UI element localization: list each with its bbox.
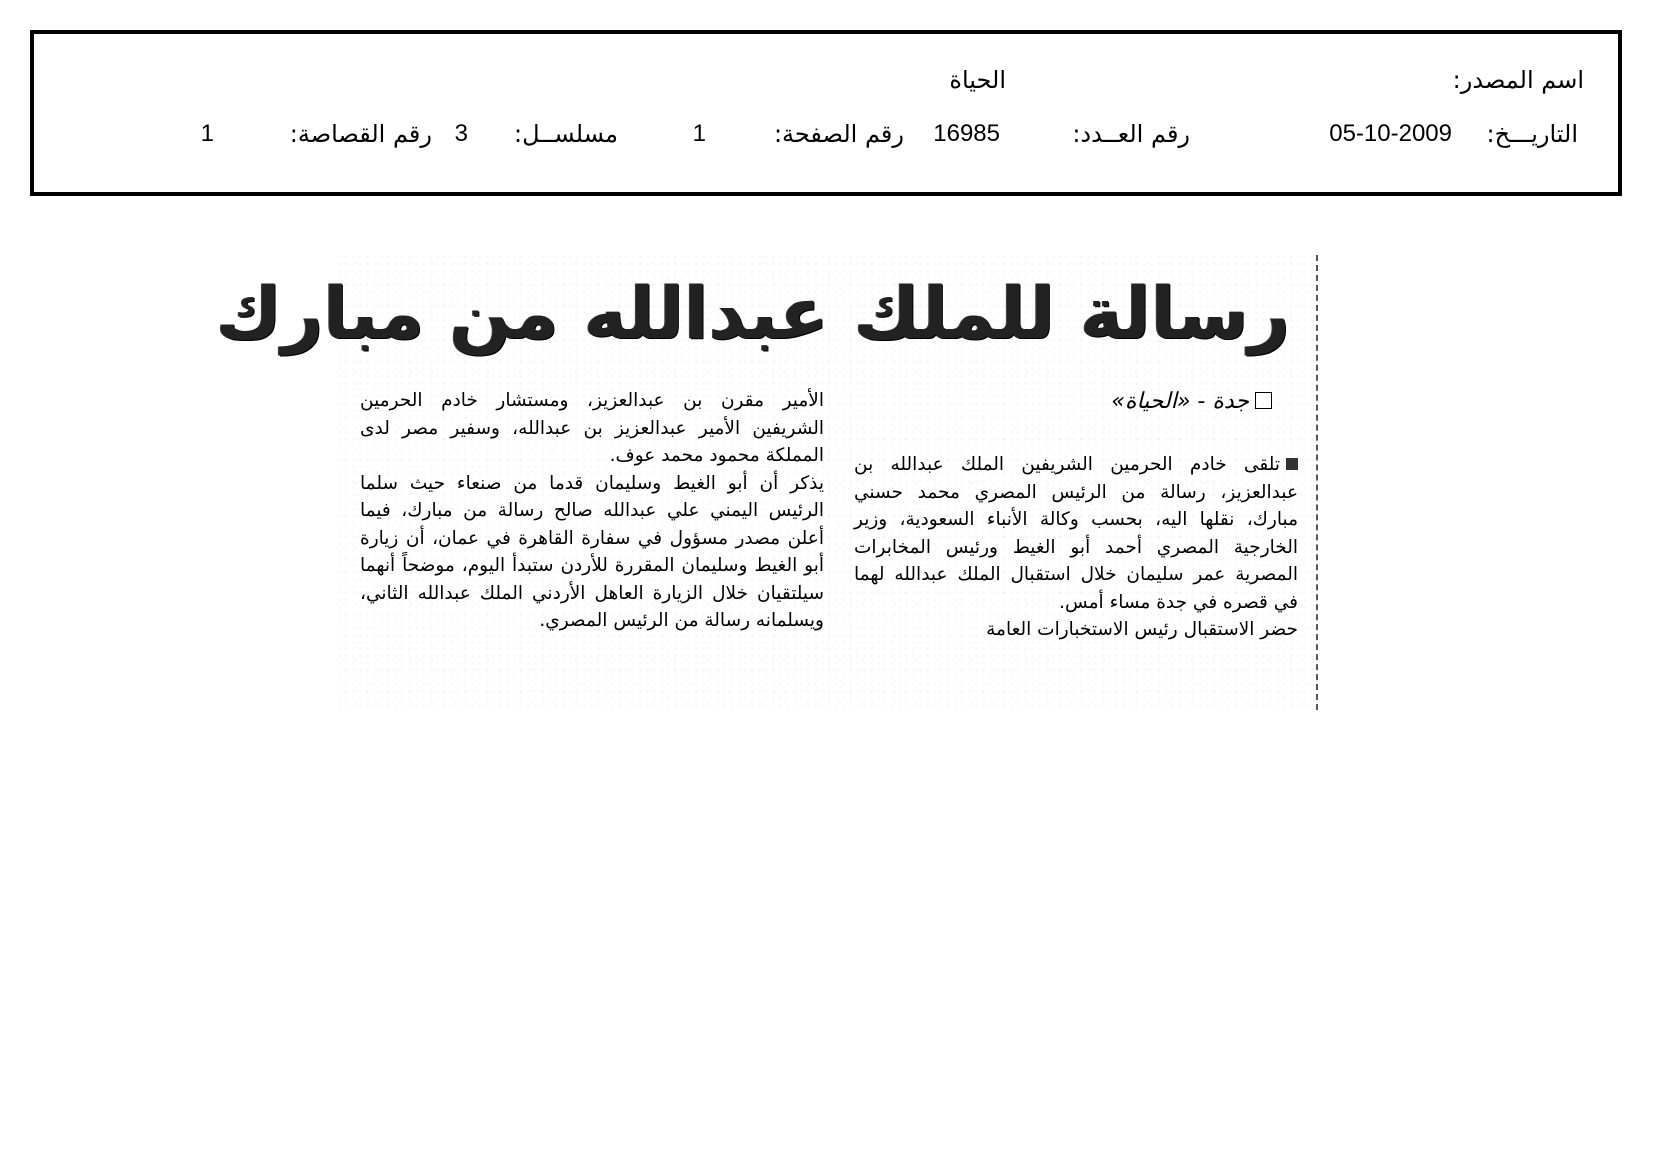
metadata-row-details	[34, 114, 1618, 154]
issue-value: 16985	[933, 120, 1000, 147]
newspaper-clipping	[215, 255, 1318, 710]
article-paragraph: الأمير مقرن بن عبدالعزيز، ومستشار خادم الحرمين الشريفين الأمير عبدالعزيز بن عبدالله، وسفير مصر لدى المملكة محمود محمد عوف.	[360, 390, 824, 466]
article-dateline	[1111, 387, 1272, 417]
page-label: رقم الصفحة:	[773, 120, 904, 148]
serial-value: 3	[454, 120, 468, 147]
source-value: الحياة	[949, 66, 1006, 94]
source-label: اسم المصدر:	[1452, 66, 1584, 94]
clipping-metadata-box	[30, 30, 1622, 196]
article-column-left	[360, 387, 824, 635]
article-paragraph	[854, 451, 1298, 616]
clipping-edge-rule	[1316, 255, 1318, 710]
article-paragraph: حضر الاستقبال رئيس الاستخبارات العامة	[986, 619, 1298, 640]
clip-label: رقم القصاصة:	[289, 120, 432, 148]
dateline-text: جدة - «الحياة»	[1111, 389, 1249, 414]
issue-label: رقم العــدد:	[1072, 120, 1190, 148]
clip-value: 1	[200, 120, 214, 147]
metadata-row-source	[34, 60, 1618, 100]
article-column-right	[854, 451, 1298, 644]
page-value: 1	[692, 120, 706, 147]
dateline-square-icon	[1255, 392, 1272, 409]
date-label: التاريـــخ:	[1486, 120, 1578, 148]
paragraph-bullet-icon	[1286, 458, 1298, 470]
article-paragraph: يذكر أن أبو الغيط وسليمان قدما من صنعاء حيث سلما الرئيس اليمني علي عبدالله صالح رسالة من مبارك، فيما أعلن مصدر مسؤول في سفارة القاهرة في عمان، أن زيارة أبو الغيط وسليمان المقررة للأردن ستبدأ اليوم، موضحاً أنهما سيلتقيان خلال الزيارة العاهل الأردني الملك عبدالله الثاني، ويسلمانه رسالة من الرئيس المصري.	[360, 472, 824, 631]
serial-label: مسلســل:	[514, 120, 618, 148]
date-value: 05-10-2009	[1329, 120, 1452, 147]
article-headline: رسالة للملك عبدالله من مبارك	[215, 271, 1290, 355]
article-paragraph-text: تلقى خادم الحرمين الشريفين الملك عبدالله بن عبدالعزيز، رسالة من الرئيس المصري محمد حسني مبارك، نقلها اليه، بحسب وكالة الأنباء السعودية، وزير الخارجية المصري أحمد أبو الغيط ورئيس المخابرات المصرية عمر سليمان خلال استقبال الملك عبدالله لهما في قصره في جدة مساء أمس.	[854, 454, 1298, 613]
